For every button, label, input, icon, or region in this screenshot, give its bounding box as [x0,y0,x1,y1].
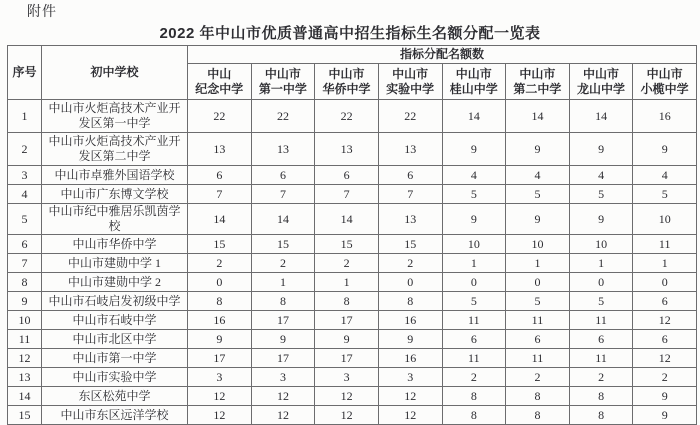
quota-value: 14 [188,204,252,235]
table-row [8,311,697,330]
quota-value: 15 [251,235,315,254]
quota-value: 5 [506,185,570,204]
quota-value: 8 [569,387,633,406]
table-row [8,185,697,204]
quota-value: 13 [251,133,315,166]
table-row [8,166,697,185]
quota-value: 16 [378,349,442,368]
quota-value: 2 [188,254,252,273]
quota-value: 4 [442,166,506,185]
quota-value: 14 [569,100,633,133]
quota-value: 12 [633,311,697,330]
quota-value: 3 [188,368,252,387]
highschool-name-line1: 中山市 [392,66,429,81]
quota-value: 9 [506,133,570,166]
quota-value: 0 [569,273,633,292]
table-row [8,406,697,425]
quota-value: 16 [188,311,252,330]
quota-value: 7 [378,185,442,204]
quota-value: 4 [633,166,697,185]
highschool-name-line2: 龙山中学 [577,81,626,96]
quota-value: 16 [633,100,697,133]
table-body [8,100,697,425]
quota-value: 11 [442,349,506,368]
table-row [8,292,697,311]
quota-value: 16 [378,311,442,330]
quota-value: 2 [506,368,570,387]
quota-value: 6 [315,166,379,185]
quota-value: 22 [188,100,252,133]
quota-value: 5 [633,185,697,204]
quota-value: 12 [188,406,252,425]
quota-value: 8 [506,387,570,406]
quota-value: 9 [633,133,697,166]
row-number: 12 [8,349,42,368]
quota-value: 11 [569,311,633,330]
quota-value: 13 [378,133,442,166]
col-header-quota-group: 指标分配名额数 [188,46,697,64]
quota-value: 10 [442,235,506,254]
table-row [8,387,697,406]
quota-value: 8 [251,292,315,311]
quota-value: 0 [378,273,442,292]
quota-value: 0 [506,273,570,292]
highschool-name-line2: 小榄中学 [640,81,689,96]
row-number: 9 [8,292,42,311]
row-number: 8 [8,273,42,292]
quota-value: 9 [378,330,442,349]
school-name: 中山市实验中学 [42,368,188,387]
school-name: 中山市华侨中学 [42,235,188,254]
col-header-highschool [442,64,506,100]
quota-value: 10 [569,235,633,254]
quota-value: 15 [188,235,252,254]
quota-value: 11 [442,311,506,330]
highschool-name-line2: 华侨中学 [322,81,371,96]
highschool-name-line2: 第一中学 [258,81,307,96]
quota-value: 9 [251,330,315,349]
quota-value: 11 [633,235,697,254]
quota-value: 6 [251,166,315,185]
quota-value: 22 [315,100,379,133]
quota-value: 7 [188,185,252,204]
header-row-group [8,46,697,64]
quota-value: 9 [442,204,506,235]
quota-value: 1 [251,273,315,292]
quota-value: 9 [506,204,570,235]
row-number: 13 [8,368,42,387]
col-header-highschool [633,64,697,100]
quota-value: 8 [569,406,633,425]
school-name: 东区松苑中学 [42,387,188,406]
school-name: 中山市第一中学 [42,349,188,368]
quota-value: 17 [315,311,379,330]
school-name: 中山市石岐中学 [42,311,188,330]
quota-value: 14 [442,100,506,133]
col-header-highschool [506,64,570,100]
quota-value: 13 [378,204,442,235]
quota-value: 9 [569,133,633,166]
school-name: 中山市火炬高技术产业开发区第二中学 [42,133,188,166]
school-name: 中山市卓雅外国语学校 [42,166,188,185]
quota-value: 1 [633,254,697,273]
quota-value: 6 [442,330,506,349]
row-number: 3 [8,166,42,185]
quota-value: 12 [251,406,315,425]
quota-value: 9 [569,204,633,235]
quota-value: 2 [378,254,442,273]
col-header-highschool [569,64,633,100]
quota-value: 3 [315,368,379,387]
school-name: 中山市石岐启发初级中学 [42,292,188,311]
quota-value: 4 [569,166,633,185]
quota-value: 9 [633,406,697,425]
quota-value: 7 [251,185,315,204]
table-row [8,100,697,133]
quota-value: 2 [442,368,506,387]
highschool-name-line1: 中山市 [583,66,620,81]
row-number: 11 [8,330,42,349]
quota-value: 6 [506,330,570,349]
table-row [8,204,697,235]
row-number: 10 [8,311,42,330]
quota-value: 6 [188,166,252,185]
quota-value: 10 [506,235,570,254]
quota-value: 3 [378,368,442,387]
highschool-name-line1: 中山市 [264,66,301,81]
quota-value: 17 [251,349,315,368]
quota-value: 8 [442,387,506,406]
quota-value: 0 [188,273,252,292]
quota-value: 2 [633,368,697,387]
table-row [8,273,697,292]
table-row [8,349,697,368]
school-name: 中山市东区远洋学校 [42,406,188,425]
row-number: 15 [8,406,42,425]
page-title: 2022 年中山市优质普通高中招生指标生名额分配一览表 [159,25,541,42]
quota-value: 5 [506,292,570,311]
quota-value: 6 [378,166,442,185]
table-header [8,46,697,100]
col-header-school: 初中学校 [42,46,188,100]
quota-value: 8 [442,406,506,425]
col-header-highschool [188,64,252,100]
quota-value: 8 [315,292,379,311]
quota-allocation-table [7,45,697,425]
table-row [8,368,697,387]
quota-value: 9 [633,387,697,406]
row-number: 5 [8,204,42,235]
quota-value: 17 [188,349,252,368]
row-number: 4 [8,185,42,204]
school-name: 中山市建勋中学 1 [42,254,188,273]
row-number: 14 [8,387,42,406]
quota-value: 13 [188,133,252,166]
quota-value: 12 [378,406,442,425]
quota-value: 6 [633,330,697,349]
quota-value: 1 [315,273,379,292]
row-number: 1 [8,100,42,133]
quota-value: 1 [442,254,506,273]
quota-value: 8 [188,292,252,311]
quota-value: 12 [378,387,442,406]
quota-value: 7 [315,185,379,204]
quota-value: 14 [251,204,315,235]
highschool-name-line1: 中山 [207,66,232,81]
quota-value: 5 [442,292,506,311]
quota-value: 15 [378,235,442,254]
highschool-name-line1: 中山市 [455,66,492,81]
quota-value: 22 [378,100,442,133]
quota-value: 15 [315,235,379,254]
quota-value: 2 [251,254,315,273]
quota-value: 11 [506,311,570,330]
quota-value: 14 [315,204,379,235]
quota-value: 12 [251,387,315,406]
quota-value: 5 [442,185,506,204]
col-header-highschool [378,64,442,100]
row-number: 6 [8,235,42,254]
quota-value: 0 [442,273,506,292]
quota-value: 17 [315,349,379,368]
quota-value: 10 [633,204,697,235]
quota-value: 8 [378,292,442,311]
highschool-name-line2: 纪念中学 [195,81,244,96]
quota-value: 8 [506,406,570,425]
quota-value: 5 [569,185,633,204]
row-number: 7 [8,254,42,273]
quota-value: 12 [315,387,379,406]
quota-value: 12 [188,387,252,406]
table-row [8,254,697,273]
quota-value: 3 [251,368,315,387]
quota-value: 14 [506,100,570,133]
quota-value: 2 [569,368,633,387]
school-name: 中山市建勋中学 2 [42,273,188,292]
attachment-label: 附件 [27,5,57,20]
quota-value: 17 [251,311,315,330]
quota-value: 1 [569,254,633,273]
quota-value: 5 [569,292,633,311]
quota-value: 22 [251,100,315,133]
highschool-name-line2: 第二中学 [513,81,562,96]
highschool-name-line1: 中山市 [328,66,365,81]
quota-value: 11 [506,349,570,368]
col-header-no: 序号 [8,46,42,100]
school-name: 中山市北区中学 [42,330,188,349]
quota-value: 6 [569,330,633,349]
quota-value: 9 [188,330,252,349]
highschool-name-line1: 中山市 [646,66,683,81]
row-number: 2 [8,133,42,166]
table-row [8,133,697,166]
quota-value: 1 [506,254,570,273]
school-name: 中山市火炬高技术产业开发区第一中学 [42,100,188,133]
highschool-name-line1: 中山市 [519,66,556,81]
quota-value: 0 [633,273,697,292]
highschool-name-line2: 实验中学 [386,81,435,96]
table-row [8,235,697,254]
quota-value: 2 [315,254,379,273]
table-row [8,330,697,349]
quota-value: 12 [315,406,379,425]
quota-value: 9 [442,133,506,166]
highschool-name-line2: 桂山中学 [449,81,498,96]
col-header-highschool [251,64,315,100]
quota-value: 6 [633,292,697,311]
quota-value: 9 [315,330,379,349]
quota-value: 12 [633,349,697,368]
school-name: 中山市广东博文学校 [42,185,188,204]
quota-value: 4 [506,166,570,185]
school-name: 中山市纪中雅居乐凯茵学校 [42,204,188,235]
quota-value: 11 [569,349,633,368]
quota-value: 13 [315,133,379,166]
col-header-highschool [315,64,379,100]
